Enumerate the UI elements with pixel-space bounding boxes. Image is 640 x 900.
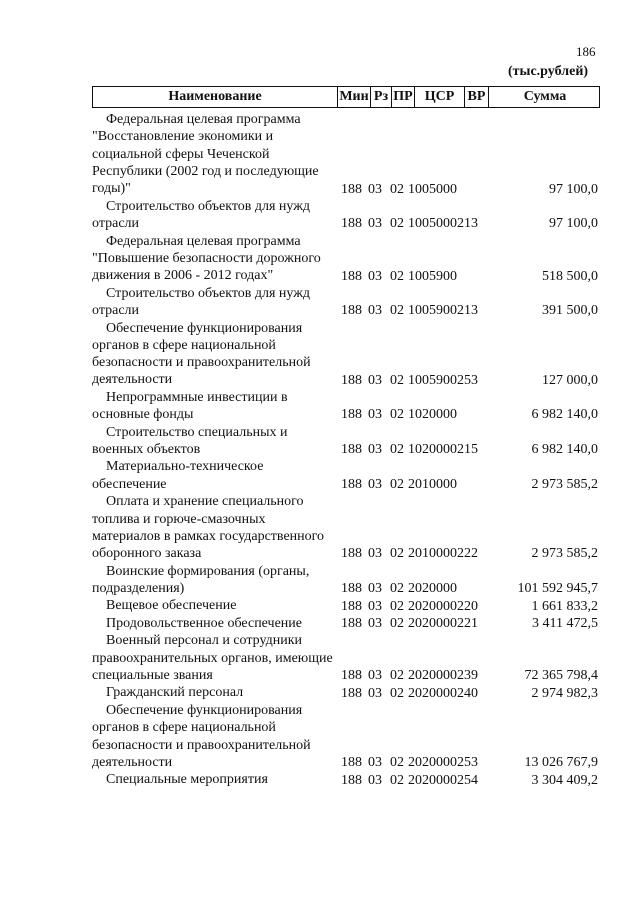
row-sum: 127 000,0 [542,372,598,388]
row-pr: 02 [390,668,404,684]
row-pr: 02 [390,772,404,788]
row-pr: 02 [390,372,404,388]
row-rz: 03 [368,616,382,632]
row-csr: 2020000 [408,598,457,614]
row-pr: 02 [390,303,404,319]
row-rz: 03 [368,268,382,284]
row-sum: 6 982 140,0 [531,442,598,458]
table-row [92,111,600,198]
column-header-rz: Рз [370,87,391,107]
row-rz: 03 [368,216,382,232]
row-name: Материально-техническое обеспечение [92,459,264,492]
table-row [92,232,600,284]
units-label: (тыс.рублей) [508,64,589,79]
row-codes [341,215,485,232]
row-min: 188 [341,407,362,423]
row-rz: 03 [368,407,382,423]
row-csr: 2010000 [408,546,457,562]
row-sum: 1 661 833,2 [531,598,598,614]
row-codes [341,754,485,771]
column-header-csr: ЦСР [414,87,464,107]
row-sum: 6 982 140,0 [531,407,598,423]
row-rz: 03 [368,372,382,388]
column-header-name: Наименование [168,89,262,104]
row-rz: 03 [368,772,382,788]
row-sum: 72 365 798,4 [524,668,598,684]
row-name: Обеспечение функционирования органов в сфере национальной безопасности и правоохранительной деятельности [92,320,311,388]
column-header-pr: ПР [391,87,414,107]
table-body [92,111,600,789]
row-codes [341,615,485,632]
row-pr: 02 [390,685,404,701]
row-sum: 2 973 585,2 [531,477,598,493]
row-codes [341,580,485,597]
row-sum: 3 304 409,2 [531,772,598,788]
table-row [92,285,600,320]
row-rz: 03 [368,477,382,493]
row-pr: 02 [390,581,404,597]
row-sum: 2 973 585,2 [531,546,598,562]
row-name: Строительство объектов для нужд отрасли [92,285,311,319]
row-name: Оплата и хранение специального топлива и горюче-смазочных материалов в рамках государственного оборонного заказа [92,494,325,562]
row-min: 188 [341,668,362,684]
row-rz: 03 [368,546,382,562]
row-rz: 03 [368,598,382,614]
row-vr: 215 [457,442,478,458]
row-min: 188 [341,546,362,562]
row-name: Непрограммные инвестиции в основные фонды [92,389,288,423]
row-codes [341,372,485,389]
row-name: Воинские формирования (органы, подразделения) [92,563,310,596]
row-codes [341,667,485,684]
row-codes [341,545,485,562]
row-min: 188 [341,598,362,614]
row-min: 188 [341,616,362,632]
table-row [92,493,600,562]
row-csr: 1020000 [408,407,457,423]
row-pr: 02 [390,546,404,562]
row-name: Строительство объектов для нужд отрасли [92,198,311,232]
row-sum: 3 411 472,5 [532,616,598,632]
row-csr: 1020000 [408,442,457,458]
table-header [92,86,600,108]
row-codes [341,685,485,702]
row-sum: 518 500,0 [542,268,598,284]
row-min: 188 [341,772,362,788]
row-vr: 239 [457,668,478,684]
row-min: 188 [341,268,362,284]
row-rz: 03 [368,685,382,701]
row-csr: 1005000 [408,216,457,232]
row-min: 188 [341,685,362,701]
row-sum: 97 100,0 [549,216,598,232]
row-name: Специальные мероприятия [106,772,268,788]
table-row [92,615,600,632]
row-codes [341,268,485,285]
row-rz: 03 [368,181,382,197]
column-header-vr: ВР [464,87,488,107]
row-codes [341,302,485,319]
row-name: Военный персонал и сотрудники правоохранительных органов, имеющие специальные звания [92,633,333,683]
row-pr: 02 [390,598,404,614]
row-min: 188 [341,303,362,319]
row-min: 188 [341,181,362,197]
row-name: Вещевое обеспечение [106,598,237,614]
row-sum: 97 100,0 [549,181,598,197]
row-name: Продовольственное обеспечение [106,615,302,631]
row-codes [341,406,485,423]
row-csr: 2020000 [408,685,457,701]
row-pr: 02 [390,442,404,458]
row-name: Строительство специальных и военных объектов [92,424,288,457]
row-csr: 1005900 [408,268,457,284]
row-sum: 391 500,0 [542,303,598,319]
table-row [92,702,600,771]
row-min: 188 [341,581,362,597]
row-rz: 03 [368,303,382,319]
row-csr: 2020000 [408,772,457,788]
row-vr: 253 [457,372,478,388]
row-vr: 222 [457,546,478,562]
page-number: 186 [576,44,596,59]
row-vr: 253 [457,755,478,771]
row-rz: 03 [368,581,382,597]
row-vr: 240 [457,685,478,701]
row-rz: 03 [368,668,382,684]
row-csr: 2020000 [408,755,457,771]
row-pr: 02 [390,477,404,493]
row-codes [341,598,485,615]
row-vr: 220 [457,598,478,614]
row-min: 188 [341,442,362,458]
row-codes [341,181,485,198]
row-csr: 2010000 [408,477,457,493]
table-row [92,319,600,388]
row-min: 188 [341,477,362,493]
table-row [92,632,600,684]
table-row [92,597,600,614]
table-row [92,458,600,493]
row-pr: 02 [390,616,404,632]
row-codes [341,772,485,789]
table-row [92,389,600,424]
row-name: Федеральная целевая программа "Повышение безопасности дорожного движения в 2006 - 2012 годах" [92,233,321,284]
row-csr: 2020000 [408,668,457,684]
row-codes [341,476,485,493]
table-row [92,684,600,701]
row-sum: 13 026 767,9 [524,755,598,771]
table-row [92,771,600,788]
table-row [92,198,600,233]
row-sum: 2 974 982,3 [531,685,598,701]
column-header-min: Мин [337,87,370,107]
row-csr: 1005900 [408,372,457,388]
row-pr: 02 [390,181,404,197]
row-name: Обеспечение функционирования органов в сфере национальной безопасности и правоохранительной деятельности [92,702,311,770]
row-vr: 213 [457,216,478,232]
row-pr: 02 [390,268,404,284]
row-min: 188 [341,372,362,388]
row-vr: 254 [457,772,478,788]
row-pr: 02 [390,755,404,771]
row-rz: 03 [368,755,382,771]
row-codes [341,441,485,458]
row-vr: 213 [457,303,478,319]
row-min: 188 [341,216,362,232]
row-vr: 221 [457,616,478,632]
row-sum: 101 592 945,7 [517,581,598,597]
row-pr: 02 [390,407,404,423]
row-pr: 02 [390,216,404,232]
row-name: Федеральная целевая программа "Восстановление экономики и социальной сферы Чеченской Республики (2002 год и последующие годы)" [92,112,319,197]
table-row [92,562,600,597]
row-min: 188 [341,755,362,771]
row-csr: 2020000 [408,581,457,597]
row-rz: 03 [368,442,382,458]
column-header-sum: Сумма [488,87,601,107]
row-csr: 1005000 [408,181,457,197]
row-csr: 1005900 [408,303,457,319]
row-name: Гражданский персонал [106,685,244,701]
row-csr: 2020000 [408,616,457,632]
table-row [92,423,600,458]
